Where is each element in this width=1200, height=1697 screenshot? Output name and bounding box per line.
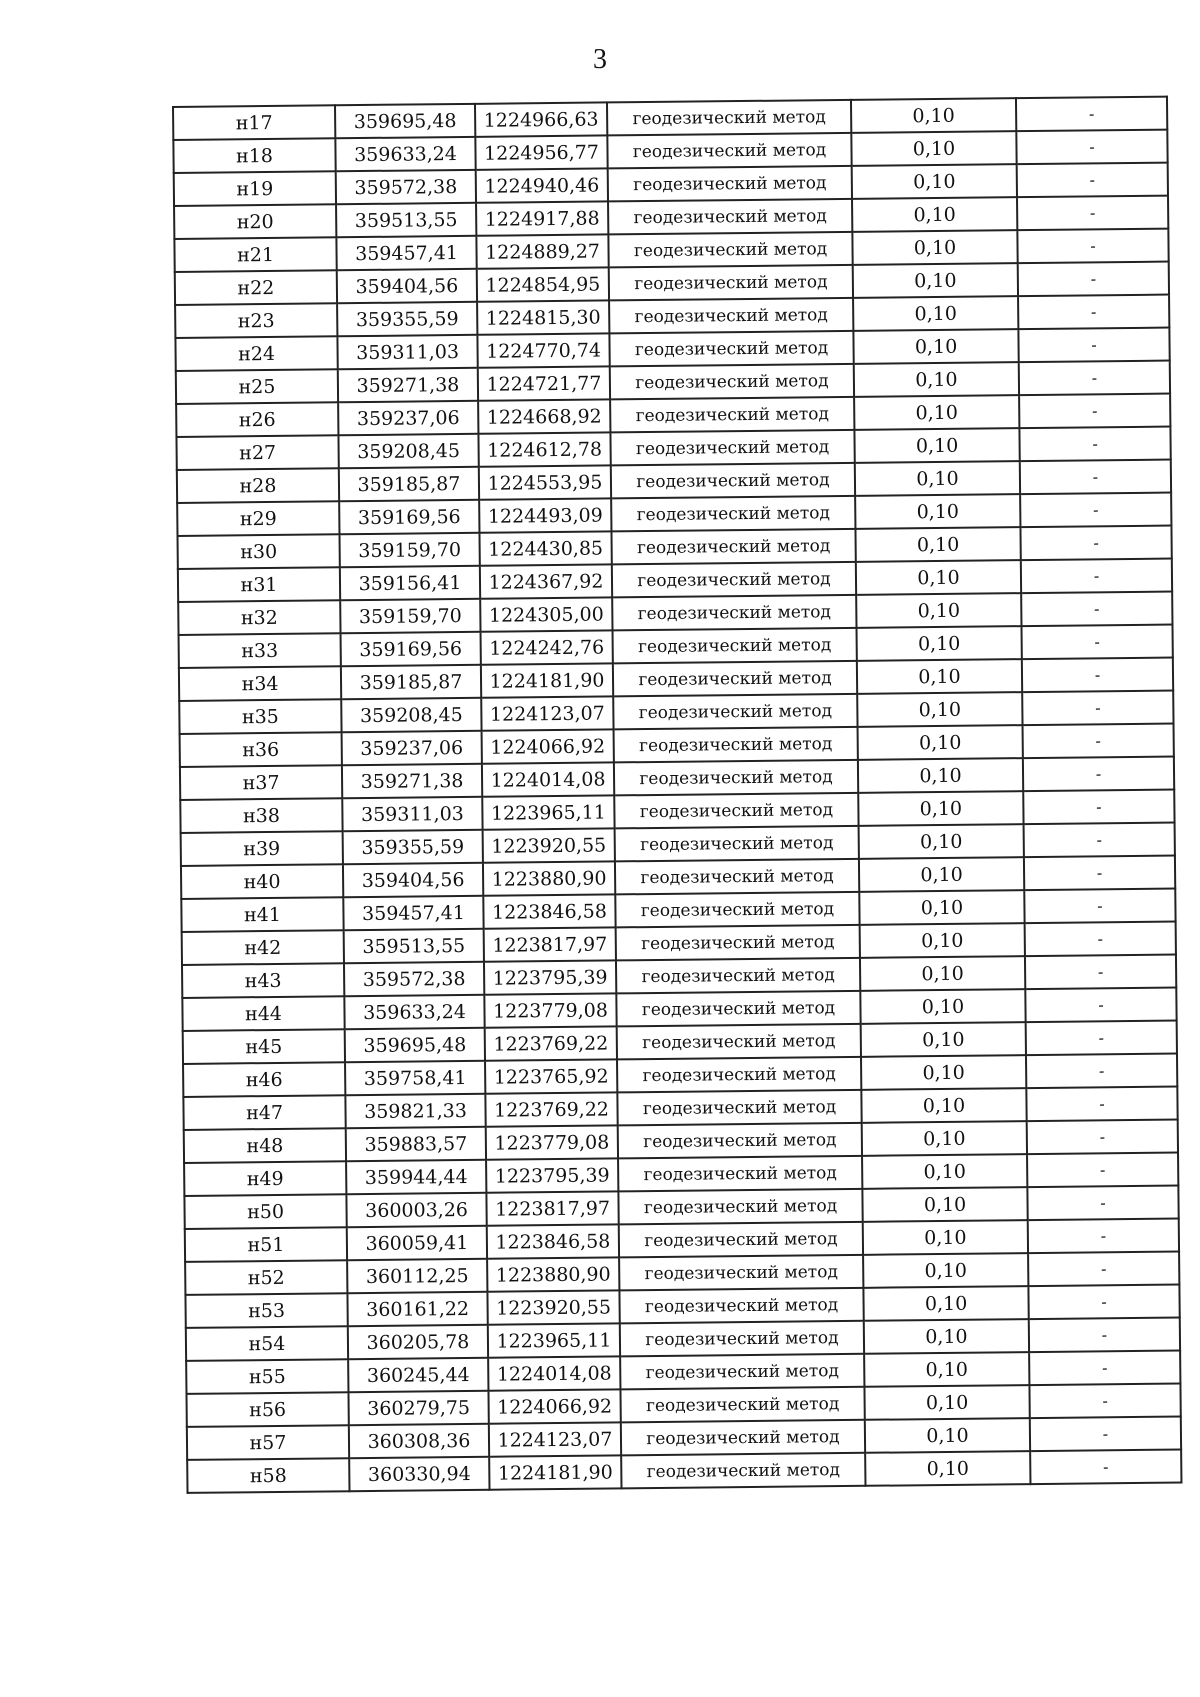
method-cell: геодезический метод bbox=[614, 727, 858, 763]
point-name-cell: н45 bbox=[183, 1029, 345, 1064]
coordinate-x-cell: 360112,25 bbox=[347, 1259, 487, 1293]
coordinate-x-cell: 359883,57 bbox=[346, 1127, 486, 1161]
coordinate-x-cell: 359572,38 bbox=[344, 962, 484, 996]
coordinate-x-cell: 360161,22 bbox=[347, 1292, 487, 1326]
coordinate-y-cell: 1223846,58 bbox=[483, 894, 615, 928]
point-name-cell: н47 bbox=[183, 1095, 345, 1130]
coordinate-x-cell: 360308,36 bbox=[349, 1424, 489, 1458]
accuracy-cell: 0,10 bbox=[854, 395, 1019, 430]
coordinate-x-cell: 359758,41 bbox=[345, 1061, 485, 1095]
note-cell: - bbox=[1028, 1252, 1179, 1287]
point-name-cell: н38 bbox=[180, 798, 342, 833]
accuracy-cell: 0,10 bbox=[863, 1253, 1028, 1288]
note-cell: - bbox=[1021, 559, 1172, 594]
method-cell: геодезический метод bbox=[608, 232, 852, 268]
coordinate-y-cell: 1224612,78 bbox=[478, 432, 610, 466]
accuracy-cell: 0,10 bbox=[852, 197, 1017, 232]
method-cell: геодезический метод bbox=[614, 793, 858, 829]
method-cell: геодезический метод bbox=[612, 595, 856, 631]
accuracy-cell: 0,10 bbox=[861, 1088, 1026, 1123]
point-name-cell: н54 bbox=[186, 1326, 348, 1361]
accuracy-cell: 0,10 bbox=[860, 989, 1025, 1024]
point-name-cell: н43 bbox=[182, 963, 344, 998]
point-name-cell: н31 bbox=[178, 567, 340, 602]
method-cell: геодезический метод bbox=[608, 199, 852, 235]
method-cell: геодезический метод bbox=[621, 1420, 865, 1456]
note-cell: - bbox=[1018, 328, 1169, 363]
accuracy-cell: 0,10 bbox=[862, 1187, 1027, 1222]
coordinate-x-cell: 359457,41 bbox=[343, 896, 483, 930]
coordinate-x-cell: 359185,87 bbox=[339, 467, 479, 501]
coordinate-x-cell: 359355,59 bbox=[343, 830, 483, 864]
note-cell: - bbox=[1029, 1318, 1180, 1353]
method-cell: геодезический метод bbox=[612, 562, 856, 598]
accuracy-cell: 0,10 bbox=[858, 725, 1023, 760]
method-cell: геодезический метод bbox=[609, 265, 853, 301]
accuracy-cell: 0,10 bbox=[859, 857, 1024, 892]
coordinate-y-cell: 1223765,92 bbox=[485, 1059, 617, 1093]
accuracy-cell: 0,10 bbox=[861, 1055, 1026, 1090]
coordinates-table-body bbox=[173, 97, 1181, 1493]
point-name-cell: н50 bbox=[184, 1194, 346, 1229]
method-cell: геодезический метод bbox=[617, 1090, 861, 1126]
accuracy-cell: 0,10 bbox=[853, 263, 1018, 298]
accuracy-cell: 0,10 bbox=[855, 494, 1020, 529]
coordinate-x-cell: 359821,33 bbox=[345, 1094, 485, 1128]
coordinate-y-cell: 1224014,08 bbox=[488, 1356, 620, 1390]
coordinate-x-cell: 359208,45 bbox=[341, 698, 481, 732]
note-cell: - bbox=[1030, 1417, 1181, 1452]
coordinate-x-cell: 359237,06 bbox=[342, 731, 482, 765]
point-name-cell: н24 bbox=[175, 336, 337, 371]
note-cell: - bbox=[1028, 1285, 1179, 1320]
method-cell: геодезический метод bbox=[616, 958, 860, 994]
point-name-cell: н41 bbox=[181, 897, 343, 932]
coordinate-y-cell: 1224553,95 bbox=[479, 465, 611, 499]
note-cell: - bbox=[1023, 790, 1174, 825]
point-name-cell: н39 bbox=[181, 831, 343, 866]
method-cell: геодезический метод bbox=[619, 1222, 863, 1258]
note-cell: - bbox=[1029, 1384, 1180, 1419]
coordinate-y-cell: 1223817,97 bbox=[484, 927, 616, 961]
accuracy-cell: 0,10 bbox=[861, 1022, 1026, 1057]
point-name-cell: н33 bbox=[179, 633, 341, 668]
note-cell: - bbox=[1019, 427, 1170, 462]
accuracy-cell: 0,10 bbox=[864, 1319, 1029, 1354]
point-name-cell: н35 bbox=[179, 699, 341, 734]
note-cell: - bbox=[1022, 658, 1173, 693]
coordinate-y-cell: 1223795,39 bbox=[486, 1158, 618, 1192]
coordinate-x-cell: 359572,38 bbox=[336, 170, 476, 204]
accuracy-cell: 0,10 bbox=[859, 824, 1024, 859]
coordinate-y-cell: 1224815,30 bbox=[477, 300, 609, 334]
method-cell: геодезический метод bbox=[620, 1354, 864, 1390]
note-cell: - bbox=[1020, 460, 1171, 495]
note-cell: - bbox=[1019, 394, 1170, 429]
accuracy-cell: 0,10 bbox=[856, 560, 1021, 595]
coordinate-x-cell: 359457,41 bbox=[336, 236, 476, 270]
coordinate-x-cell: 360003,26 bbox=[346, 1193, 486, 1227]
coordinate-x-cell: 359311,03 bbox=[337, 335, 477, 369]
point-name-cell: н22 bbox=[175, 270, 337, 305]
note-cell: - bbox=[1016, 130, 1167, 165]
point-name-cell: н36 bbox=[180, 732, 342, 767]
note-cell: - bbox=[1017, 163, 1168, 198]
coordinate-x-cell: 359159,70 bbox=[339, 533, 479, 567]
note-cell: - bbox=[1017, 196, 1168, 231]
coordinate-x-cell: 359311,03 bbox=[342, 797, 482, 831]
coordinate-y-cell: 1224123,07 bbox=[481, 696, 613, 730]
coordinate-x-cell: 359355,59 bbox=[337, 302, 477, 336]
method-cell: геодезический метод bbox=[616, 991, 860, 1027]
coordinate-x-cell: 360245,44 bbox=[348, 1358, 488, 1392]
coordinate-y-cell: 1223920,55 bbox=[483, 828, 615, 862]
note-cell: - bbox=[1018, 295, 1169, 330]
note-cell: - bbox=[1025, 955, 1176, 990]
page-number: 3 bbox=[593, 44, 607, 75]
accuracy-cell: 0,10 bbox=[860, 956, 1025, 991]
note-cell: - bbox=[1029, 1351, 1180, 1386]
coordinate-y-cell: 1224721,77 bbox=[478, 366, 610, 400]
accuracy-cell: 0,10 bbox=[851, 98, 1016, 133]
accuracy-cell: 0,10 bbox=[864, 1352, 1029, 1387]
note-cell: - bbox=[1025, 988, 1176, 1023]
note-cell: - bbox=[1021, 592, 1172, 627]
coordinate-y-cell: 1224242,76 bbox=[481, 630, 613, 664]
accuracy-cell: 0,10 bbox=[865, 1451, 1030, 1486]
note-cell: - bbox=[1023, 757, 1174, 792]
accuracy-cell: 0,10 bbox=[855, 527, 1020, 562]
note-cell: - bbox=[1026, 1087, 1177, 1122]
note-cell: - bbox=[1018, 262, 1169, 297]
point-name-cell: н17 bbox=[173, 105, 335, 140]
coordinate-y-cell: 1224493,09 bbox=[479, 498, 611, 532]
coordinate-x-cell: 360059,41 bbox=[347, 1226, 487, 1260]
accuracy-cell: 0,10 bbox=[864, 1385, 1029, 1420]
point-name-cell: н29 bbox=[177, 501, 339, 536]
method-cell: геодезический метод bbox=[611, 463, 855, 499]
method-cell: геодезический метод bbox=[607, 100, 851, 136]
note-cell: - bbox=[1017, 229, 1168, 264]
accuracy-cell: 0,10 bbox=[863, 1286, 1028, 1321]
method-cell: геодезический метод bbox=[607, 133, 851, 169]
point-name-cell: н46 bbox=[183, 1062, 345, 1097]
point-name-cell: н19 bbox=[174, 171, 336, 206]
method-cell: геодезический метод bbox=[613, 694, 857, 730]
point-name-cell: н26 bbox=[176, 402, 338, 437]
accuracy-cell: 0,10 bbox=[854, 362, 1019, 397]
point-name-cell: н57 bbox=[187, 1425, 349, 1460]
coordinate-y-cell: 1223769,22 bbox=[485, 1026, 617, 1060]
coordinate-x-cell: 359169,56 bbox=[339, 500, 479, 534]
method-cell: геодезический метод bbox=[610, 364, 854, 400]
point-name-cell: н56 bbox=[186, 1392, 348, 1427]
note-cell: - bbox=[1022, 691, 1173, 726]
coordinate-y-cell: 1224430,85 bbox=[479, 531, 611, 565]
point-name-cell: н58 bbox=[187, 1458, 349, 1493]
note-cell: - bbox=[1025, 922, 1176, 957]
coordinate-y-cell: 1223817,97 bbox=[486, 1191, 618, 1225]
coordinate-x-cell: 359633,24 bbox=[344, 995, 484, 1029]
point-name-cell: н37 bbox=[180, 765, 342, 800]
coordinate-x-cell: 359169,56 bbox=[341, 632, 481, 666]
point-name-cell: н55 bbox=[186, 1359, 348, 1394]
accuracy-cell: 0,10 bbox=[856, 593, 1021, 628]
coordinate-x-cell: 359944,44 bbox=[346, 1160, 486, 1194]
accuracy-cell: 0,10 bbox=[857, 626, 1022, 661]
coordinate-x-cell: 359159,70 bbox=[340, 599, 480, 633]
point-name-cell: н49 bbox=[184, 1161, 346, 1196]
point-name-cell: н28 bbox=[177, 468, 339, 503]
coordinate-y-cell: 1224940,46 bbox=[476, 168, 608, 202]
accuracy-cell: 0,10 bbox=[851, 131, 1016, 166]
accuracy-cell: 0,10 bbox=[863, 1220, 1028, 1255]
accuracy-cell: 0,10 bbox=[854, 428, 1019, 463]
coordinate-y-cell: 1224181,90 bbox=[489, 1455, 621, 1489]
coordinate-y-cell: 1224014,08 bbox=[482, 762, 614, 796]
coordinate-x-cell: 360279,75 bbox=[348, 1391, 488, 1425]
point-name-cell: н51 bbox=[185, 1227, 347, 1262]
coordinate-x-cell: 359156,41 bbox=[340, 566, 480, 600]
accuracy-cell: 0,10 bbox=[855, 461, 1020, 496]
coordinate-x-cell: 359513,55 bbox=[344, 929, 484, 963]
accuracy-cell: 0,10 bbox=[865, 1418, 1030, 1453]
accuracy-cell: 0,10 bbox=[852, 230, 1017, 265]
accuracy-cell: 0,10 bbox=[852, 164, 1017, 199]
accuracy-cell: 0,10 bbox=[858, 791, 1023, 826]
point-name-cell: н40 bbox=[181, 864, 343, 899]
point-name-cell: н18 bbox=[173, 138, 335, 173]
method-cell: геодезический метод bbox=[615, 859, 859, 895]
method-cell: геодезический метод bbox=[620, 1387, 864, 1423]
coordinate-y-cell: 1224066,92 bbox=[482, 729, 614, 763]
note-cell: - bbox=[1024, 856, 1175, 891]
method-cell: геодезический метод bbox=[611, 496, 855, 532]
coordinate-y-cell: 1224181,90 bbox=[481, 663, 613, 697]
coordinate-x-cell: 359208,45 bbox=[338, 434, 478, 468]
coordinate-x-cell: 359513,55 bbox=[336, 203, 476, 237]
coordinate-y-cell: 1223779,08 bbox=[486, 1125, 618, 1159]
note-cell: - bbox=[1016, 97, 1167, 132]
coordinate-y-cell: 1223846,58 bbox=[487, 1224, 619, 1258]
coordinate-y-cell: 1224854,95 bbox=[477, 267, 609, 301]
coordinate-y-cell: 1224770,74 bbox=[477, 333, 609, 367]
note-cell: - bbox=[1020, 526, 1171, 561]
method-cell: геодезический метод bbox=[615, 826, 859, 862]
coordinate-y-cell: 1224367,92 bbox=[480, 564, 612, 598]
method-cell: геодезический метод bbox=[614, 760, 858, 796]
coordinate-x-cell: 359695,48 bbox=[335, 104, 475, 138]
coordinate-y-cell: 1224305,00 bbox=[480, 597, 612, 631]
method-cell: геодезический метод bbox=[609, 298, 853, 334]
point-name-cell: н42 bbox=[182, 930, 344, 965]
coordinate-y-cell: 1224966,63 bbox=[475, 102, 607, 136]
point-name-cell: н27 bbox=[176, 435, 338, 470]
coordinate-y-cell: 1224123,07 bbox=[489, 1422, 621, 1456]
method-cell: геодезический метод bbox=[615, 892, 859, 928]
coordinate-x-cell: 359695,48 bbox=[345, 1028, 485, 1062]
note-cell: - bbox=[1027, 1186, 1178, 1221]
coordinate-x-cell: 359404,56 bbox=[343, 863, 483, 897]
coordinate-y-cell: 1223769,22 bbox=[485, 1092, 617, 1126]
note-cell: - bbox=[1020, 493, 1171, 528]
coordinate-x-cell: 359404,56 bbox=[337, 269, 477, 303]
point-name-cell: н20 bbox=[174, 204, 336, 239]
note-cell: - bbox=[1024, 889, 1175, 924]
coordinate-x-cell: 360330,94 bbox=[349, 1457, 489, 1491]
coordinate-x-cell: 359271,38 bbox=[338, 368, 478, 402]
note-cell: - bbox=[1026, 1021, 1177, 1056]
point-name-cell: н32 bbox=[178, 600, 340, 635]
note-cell: - bbox=[1021, 625, 1172, 660]
note-cell: - bbox=[1019, 361, 1170, 396]
point-name-cell: н30 bbox=[178, 534, 340, 569]
coordinate-y-cell: 1223795,39 bbox=[484, 960, 616, 994]
method-cell: геодезический метод bbox=[618, 1156, 862, 1192]
method-cell: геодезический метод bbox=[611, 529, 855, 565]
coordinate-y-cell: 1224668,92 bbox=[478, 399, 610, 433]
coordinate-x-cell: 359237,06 bbox=[338, 401, 478, 435]
note-cell: - bbox=[1030, 1450, 1181, 1485]
point-name-cell: н25 bbox=[176, 369, 338, 404]
method-cell: геодезический метод bbox=[617, 1057, 861, 1093]
accuracy-cell: 0,10 bbox=[853, 329, 1018, 364]
coordinate-y-cell: 1223965,11 bbox=[482, 795, 614, 829]
accuracy-cell: 0,10 bbox=[862, 1121, 1027, 1156]
accuracy-cell: 0,10 bbox=[859, 890, 1024, 925]
method-cell: геодезический метод bbox=[620, 1321, 864, 1357]
point-name-cell: н52 bbox=[185, 1260, 347, 1295]
point-name-cell: н23 bbox=[175, 303, 337, 338]
coordinate-x-cell: 360205,78 bbox=[348, 1325, 488, 1359]
point-name-cell: н53 bbox=[185, 1293, 347, 1328]
note-cell: - bbox=[1023, 724, 1174, 759]
coordinate-y-cell: 1223779,08 bbox=[484, 993, 616, 1027]
coordinate-x-cell: 359185,87 bbox=[341, 665, 481, 699]
method-cell: геодезический метод bbox=[619, 1255, 863, 1291]
coordinate-y-cell: 1224889,27 bbox=[476, 234, 608, 268]
note-cell: - bbox=[1026, 1054, 1177, 1089]
coordinate-y-cell: 1223880,90 bbox=[483, 861, 615, 895]
coordinate-y-cell: 1224066,92 bbox=[488, 1389, 620, 1423]
coordinate-y-cell: 1224956,77 bbox=[475, 135, 607, 169]
coordinate-y-cell: 1223920,55 bbox=[487, 1290, 619, 1324]
coordinate-y-cell: 1224917,88 bbox=[476, 201, 608, 235]
method-cell: геодезический метод bbox=[610, 397, 854, 433]
accuracy-cell: 0,10 bbox=[857, 692, 1022, 727]
method-cell: геодезический метод bbox=[619, 1288, 863, 1324]
accuracy-cell: 0,10 bbox=[862, 1154, 1027, 1189]
coordinate-x-cell: 359271,38 bbox=[342, 764, 482, 798]
accuracy-cell: 0,10 bbox=[860, 923, 1025, 958]
method-cell: геодезический метод bbox=[613, 661, 857, 697]
point-name-cell: н21 bbox=[174, 237, 336, 272]
coordinates-table bbox=[172, 96, 1182, 1494]
method-cell: геодезический метод bbox=[618, 1189, 862, 1225]
method-cell: геодезический метод bbox=[608, 166, 852, 202]
accuracy-cell: 0,10 bbox=[853, 296, 1018, 331]
note-cell: - bbox=[1027, 1153, 1178, 1188]
point-name-cell: н48 bbox=[184, 1128, 346, 1163]
note-cell: - bbox=[1028, 1219, 1179, 1254]
method-cell: геодезический метод bbox=[617, 1024, 861, 1060]
method-cell: геодезический метод bbox=[609, 331, 853, 367]
method-cell: геодезический метод bbox=[613, 628, 857, 664]
method-cell: геодезический метод bbox=[621, 1453, 865, 1489]
coordinate-x-cell: 359633,24 bbox=[335, 137, 475, 171]
coordinate-y-cell: 1223880,90 bbox=[487, 1257, 619, 1291]
method-cell: геодезический метод bbox=[618, 1123, 862, 1159]
point-name-cell: н44 bbox=[182, 996, 344, 1031]
accuracy-cell: 0,10 bbox=[858, 758, 1023, 793]
accuracy-cell: 0,10 bbox=[857, 659, 1022, 694]
point-name-cell: н34 bbox=[179, 666, 341, 701]
note-cell: - bbox=[1024, 823, 1175, 858]
coordinate-y-cell: 1223965,11 bbox=[488, 1323, 620, 1357]
method-cell: геодезический метод bbox=[616, 925, 860, 961]
method-cell: геодезический метод bbox=[610, 430, 854, 466]
note-cell: - bbox=[1027, 1120, 1178, 1155]
